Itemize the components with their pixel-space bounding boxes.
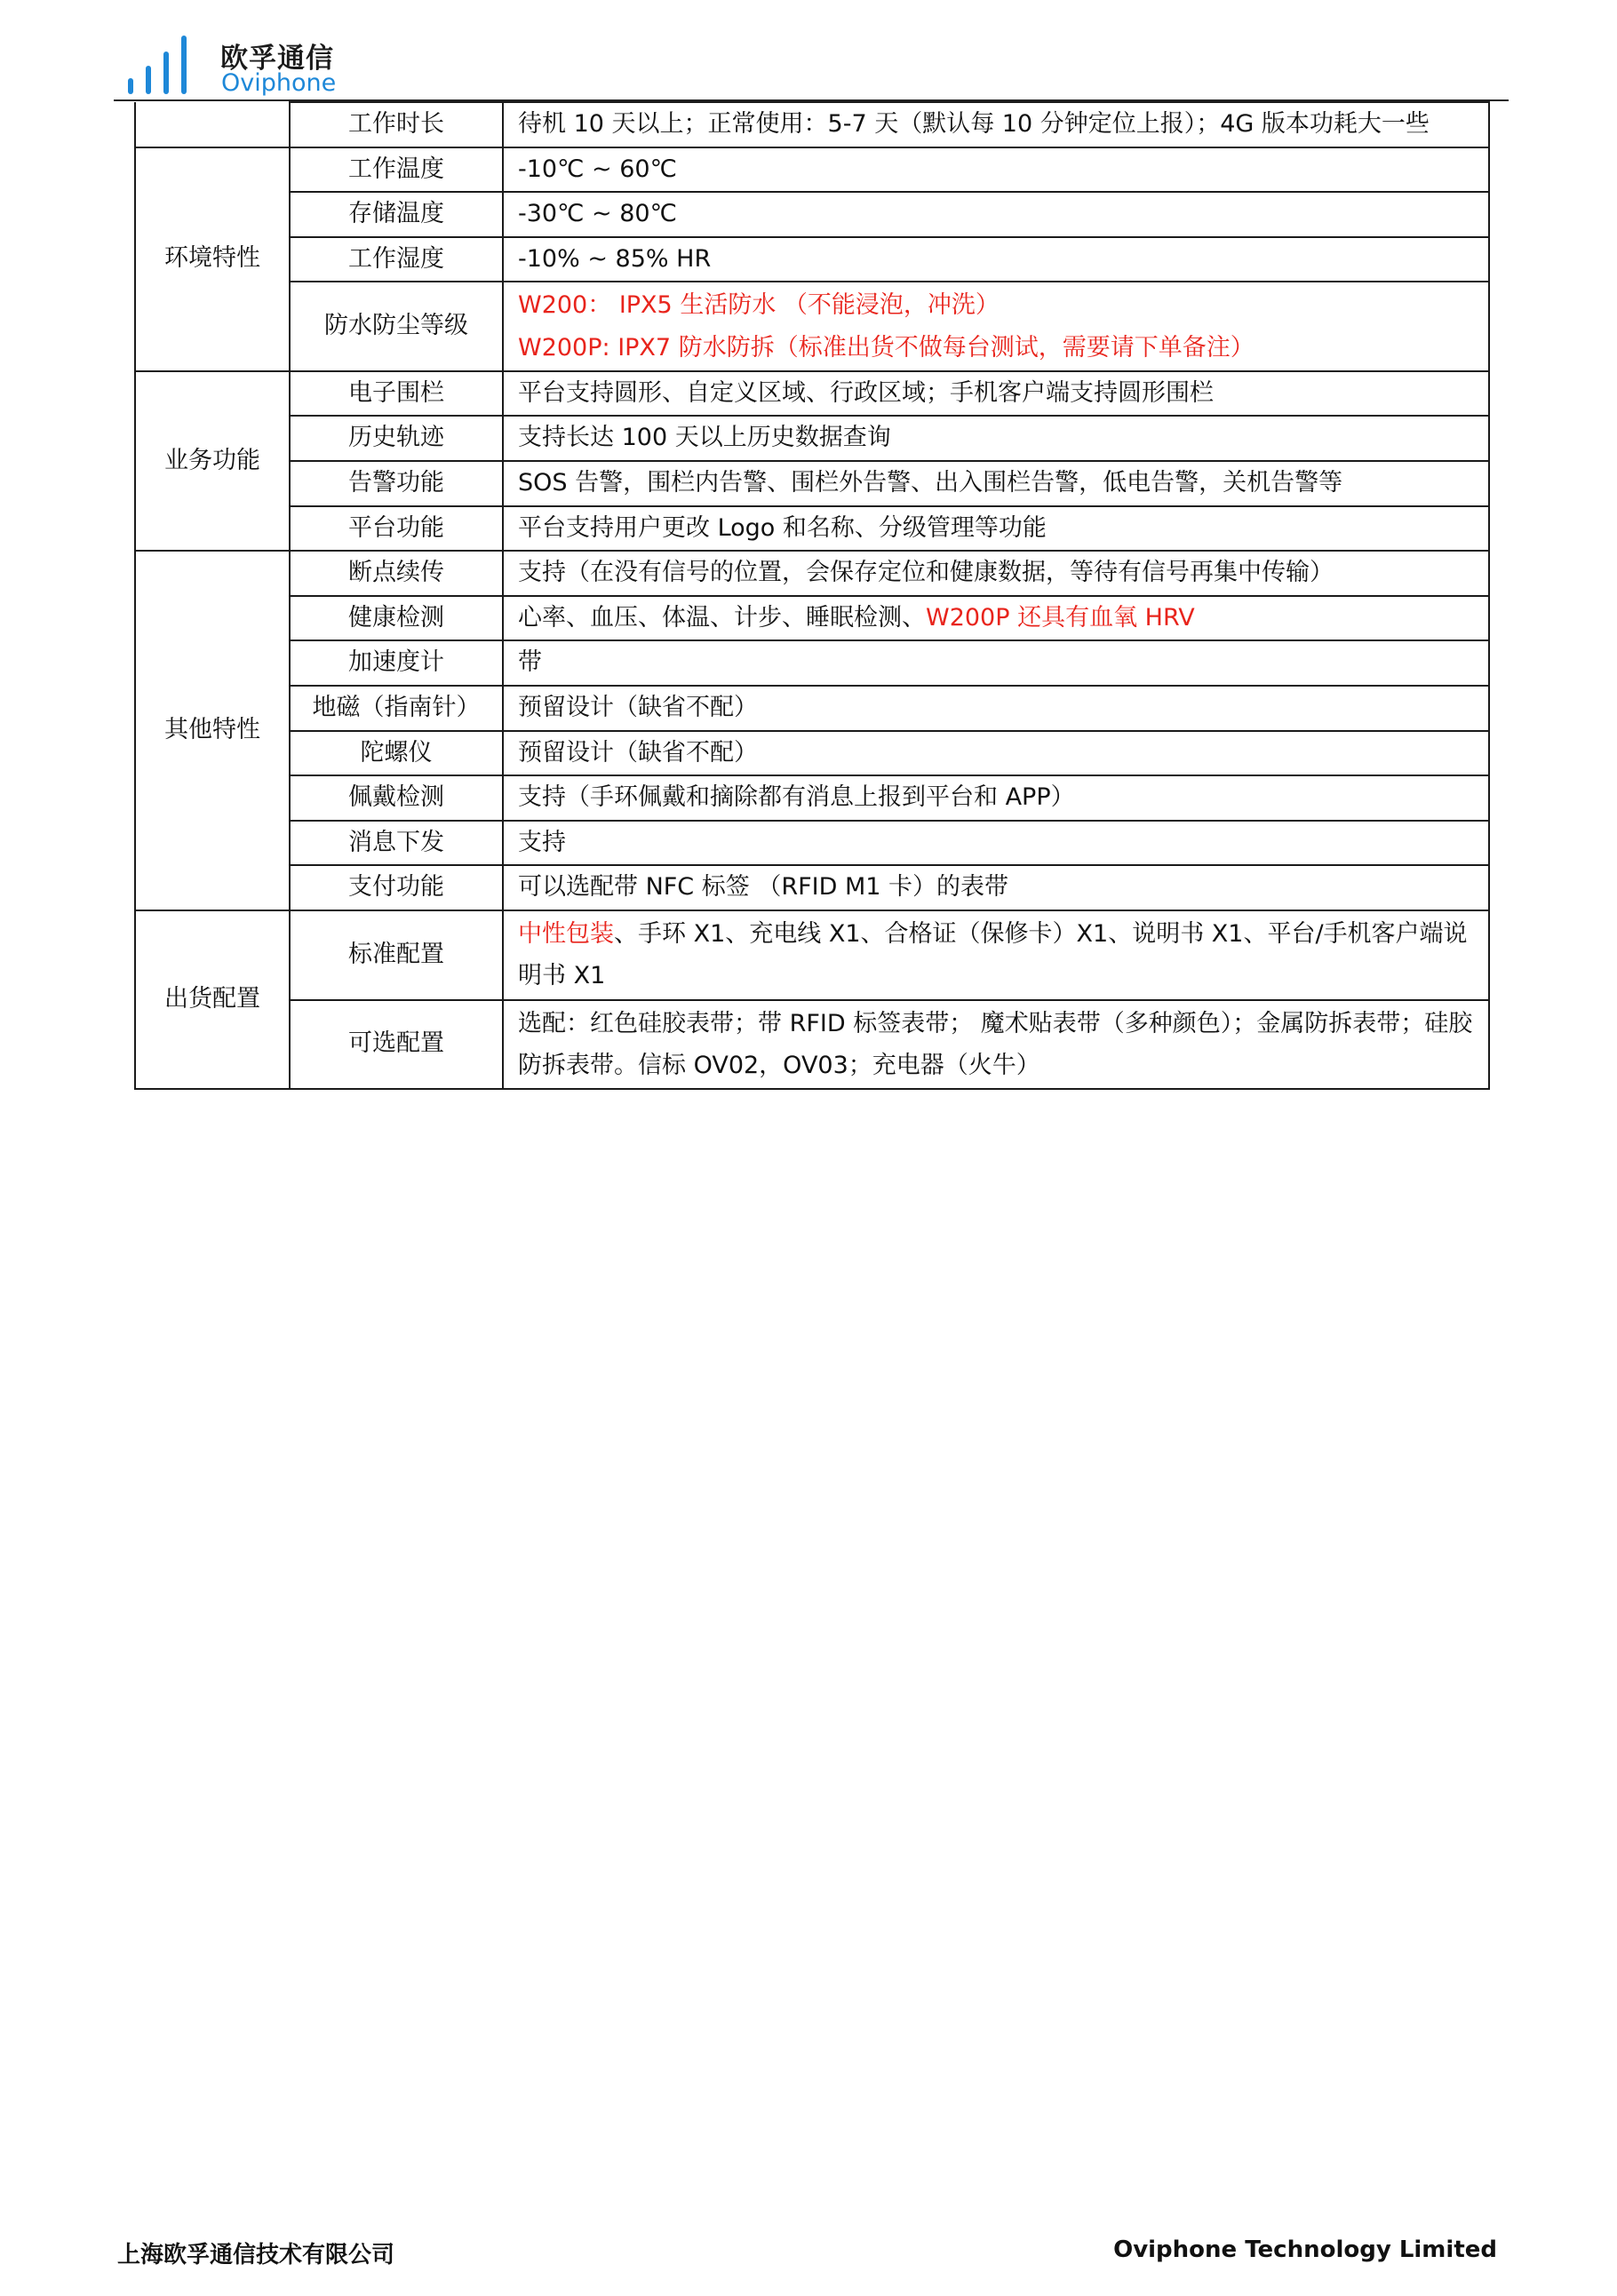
table-row <box>135 910 1489 1000</box>
value-text-red: W200P: IPX7 防水防拆（标准出货不做每台测试，需要请下单备注） <box>518 333 1255 361</box>
item-value-cell <box>503 910 1489 1000</box>
table-row <box>135 237 1489 282</box>
table-row <box>135 821 1489 866</box>
table-row <box>135 731 1489 776</box>
table-row <box>135 686 1489 731</box>
table-row <box>135 506 1489 552</box>
value-text: 预留设计（缺省不配） <box>518 738 758 767</box>
value-text: 预留设计（缺省不配） <box>518 694 758 722</box>
value-text-red: W200P 还具有血氧 HRV <box>926 603 1195 632</box>
value-text: -10% ~ 85% HR <box>518 244 712 273</box>
item-value-cell <box>503 686 1489 731</box>
item-value-cell <box>503 731 1489 776</box>
logo-chinese-name: 欧孚通信 <box>220 43 334 75</box>
item-name-cell: 可选配置 <box>290 1000 503 1090</box>
item-value-cell <box>503 506 1489 552</box>
item-value-cell <box>503 416 1489 461</box>
signal-bars-logo-icon <box>121 32 192 98</box>
spec-table <box>134 101 1490 1090</box>
signal-bar-4 <box>181 36 187 94</box>
footer-company-english: Oviphone Technology Limited <box>1113 2236 1497 2263</box>
signal-bar-2 <box>146 66 151 94</box>
table-row <box>135 371 1489 417</box>
table-row <box>135 865 1489 910</box>
item-name-cell: 工作湿度 <box>290 237 503 282</box>
item-name-cell: 地磁（指南针） <box>290 686 503 731</box>
table-row <box>135 461 1489 506</box>
item-value-cell <box>503 865 1489 910</box>
table-row <box>135 147 1489 193</box>
value-text: 支持长达 100 天以上历史数据查询 <box>518 424 891 452</box>
table-row <box>135 102 1489 147</box>
value-text: 可以选配带 NFC 标签 （RFID M1 卡）的表带 <box>518 873 1009 902</box>
logo-english-name: Oviphone <box>221 69 337 97</box>
item-name-cell: 佩戴检测 <box>290 775 503 821</box>
table-row <box>135 1000 1489 1090</box>
value-text: 平台支持圆形、自定义区域、行政区域；手机客户端支持圆形围栏 <box>518 378 1214 407</box>
table-row <box>135 640 1489 686</box>
value-text: 、手环 X1、充电线 X1、合格证（保修卡）X1、说明书 X1、平台/手机客户端说明书 X1 <box>518 920 1468 990</box>
item-name-cell: 消息下发 <box>290 821 503 866</box>
value-text: 支持 <box>518 828 566 856</box>
value-text-red: 中性包装 <box>518 920 614 948</box>
item-value-cell <box>503 282 1489 371</box>
category-cell: 出货配置 <box>135 910 290 1089</box>
item-value-cell <box>503 640 1489 686</box>
footer-company-chinese: 上海欧孚通信技术有限公司 <box>117 2242 395 2268</box>
item-name-cell: 存储温度 <box>290 192 503 237</box>
table-row <box>135 192 1489 237</box>
item-name-cell: 工作时长 <box>290 102 503 147</box>
table-row <box>135 775 1489 821</box>
category-cell <box>135 102 290 147</box>
item-value-cell <box>503 371 1489 417</box>
item-name-cell: 平台功能 <box>290 506 503 552</box>
value-text: SOS 告警，围栏内告警、围栏外告警、出入围栏告警，低电告警，关机告警等 <box>518 469 1343 497</box>
item-value-cell <box>503 821 1489 866</box>
table-row <box>135 551 1489 596</box>
item-value-cell <box>503 102 1489 147</box>
item-name-cell: 防水防尘等级 <box>290 282 503 371</box>
item-name-cell: 陀螺仪 <box>290 731 503 776</box>
value-text: -30℃ ~ 80℃ <box>518 200 677 228</box>
item-value-cell <box>503 237 1489 282</box>
item-name-cell: 支付功能 <box>290 865 503 910</box>
value-text: 待机 10 天以上；正常使用：5-7 天（默认每 10 分钟定位上报）；4G 版本功耗大一些 <box>518 110 1430 138</box>
item-name-cell: 标准配置 <box>290 910 503 1000</box>
item-name-cell: 历史轨迹 <box>290 416 503 461</box>
table-row <box>135 596 1489 641</box>
table-row <box>135 416 1489 461</box>
item-name-cell: 告警功能 <box>290 461 503 506</box>
signal-bar-1 <box>128 78 133 94</box>
item-value-cell <box>503 551 1489 596</box>
page-header <box>114 32 1509 103</box>
value-text: 平台支持用户更改 Logo 和名称、分级管理等功能 <box>518 513 1047 542</box>
value-text-red: W200： IPX5 生活防水 （不能浸泡，冲洗） <box>518 291 1000 320</box>
item-value-cell <box>503 147 1489 193</box>
value-text: 心率、血压、体温、计步、睡眠检测、 <box>518 603 926 632</box>
item-value-cell <box>503 596 1489 641</box>
item-value-cell <box>503 775 1489 821</box>
value-text: -10℃ ~ 60℃ <box>518 155 677 183</box>
value-text: 带 <box>518 648 542 677</box>
item-name-cell: 健康检测 <box>290 596 503 641</box>
item-name-cell: 加速度计 <box>290 640 503 686</box>
item-value-cell <box>503 192 1489 237</box>
item-value-cell <box>503 461 1489 506</box>
value-text: 支持（在没有信号的位置，会保存定位和健康数据，等待有信号再集中传输） <box>518 559 1334 587</box>
table-row <box>135 282 1489 371</box>
signal-bar-3 <box>163 52 169 94</box>
item-name-cell: 断点续传 <box>290 551 503 596</box>
value-text: 支持（手环佩戴和摘除都有消息上报到平台和 APP） <box>518 783 1075 812</box>
item-name-cell: 电子围栏 <box>290 371 503 417</box>
item-value-cell <box>503 1000 1489 1090</box>
value-text: 选配：红色硅胶表带；带 RFID 标签表带； 魔术贴表带（多种颜色）；金属防拆表带；硅胶防拆表带。信标 OV02，OV03；充电器（火牛） <box>518 1009 1473 1079</box>
category-cell: 业务功能 <box>135 371 290 551</box>
item-name-cell: 工作温度 <box>290 147 503 193</box>
category-cell: 其他特性 <box>135 551 290 910</box>
category-cell: 环境特性 <box>135 147 290 371</box>
